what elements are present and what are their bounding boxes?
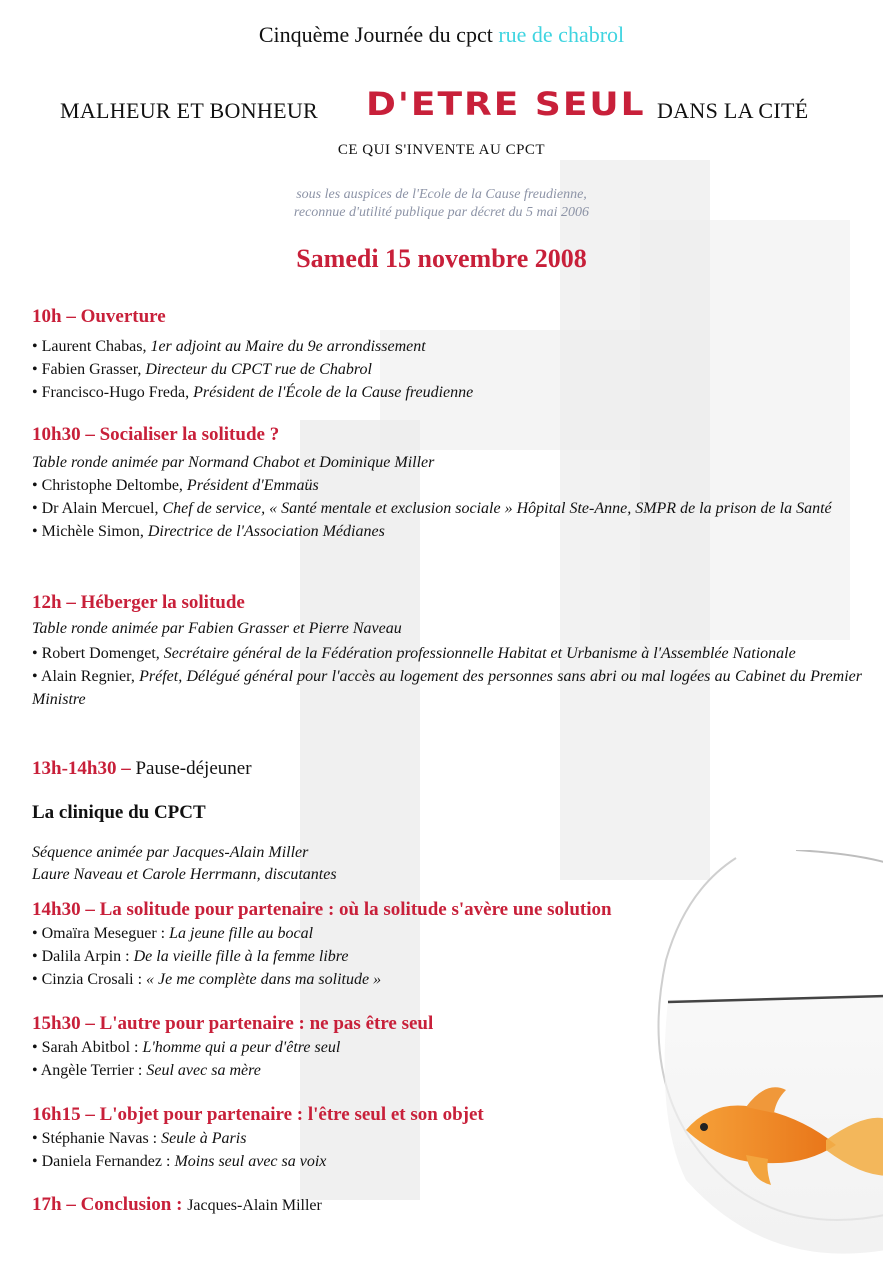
speaker-name: • Daniela Fernandez :	[32, 1153, 175, 1170]
speaker-role: Directeur du CPCT rue de Chabrol	[145, 361, 372, 378]
section-heading: 15h30 – L'autre pour partenaire : ne pas être seul	[32, 1013, 434, 1034]
speaker-role: De la vieille fille à la femme libre	[133, 948, 349, 965]
section-intro: Table ronde animée par Fabien Grasser et Pierre Naveau	[32, 620, 402, 637]
journee-accent: rue de chabrol	[498, 22, 625, 47]
speaker-name: • Alain Regnier,	[32, 668, 140, 685]
speaker-name: • Laurent Chabas,	[32, 338, 151, 355]
auspices-line-2: reconnue d'utilité publique par décret du 5 mai 2006	[293, 205, 590, 220]
speaker-name: • Stéphanie Navas :	[32, 1130, 162, 1147]
goldfish-bowl-illustration	[646, 850, 883, 1270]
section-heading: 16h15 – L'objet pour partenaire : l'être seul et son objet	[32, 1104, 484, 1125]
speaker-name: • Robert Domenget,	[32, 645, 164, 662]
section-socialiser	[32, 423, 862, 543]
pause-dejeuner	[32, 758, 252, 780]
speaker-role: Seul avec sa mère	[146, 1062, 261, 1079]
speaker-line	[32, 474, 862, 497]
speaker-line	[32, 335, 862, 358]
auspices	[0, 186, 883, 222]
subtitle: CE QUI S'INVENTE AU CPCT	[337, 142, 546, 158]
section-heading: 10h30 – Socialiser la solitude ?	[32, 424, 280, 445]
speaker-line	[32, 381, 862, 404]
clinique-title: La clinique du CPCT	[32, 802, 206, 823]
sequence-line-1: Séquence animée par Jacques-Alain Miller	[32, 844, 309, 861]
speaker-name: • Christophe Deltombe,	[32, 477, 187, 494]
speaker-name: • Michèle Simon,	[32, 523, 148, 540]
speaker-role: L'homme qui a peur d'être seul	[142, 1039, 341, 1056]
conclusion-speaker: Jacques-Alain Miller	[187, 1197, 322, 1214]
section-intro: Table ronde animée par Normand Chabot et Dominique Miller	[32, 454, 435, 471]
section-ouverture	[32, 305, 862, 404]
speaker-name: • Fabien Grasser,	[32, 361, 146, 378]
section-heberger	[32, 591, 862, 711]
speaker-name: • Dalila Arpin :	[32, 948, 134, 965]
speaker-name: • Omaïra Meseguer :	[32, 925, 170, 942]
speaker-role: Secrétaire général de la Fédération professionnelle Habitat et Urbanisme à l'Assemblée Nationale	[163, 645, 796, 662]
title-right: DANS LA CITÉ	[657, 98, 809, 123]
speaker-role: Président d'Emmaüs	[186, 477, 319, 494]
event-date: Samedi 15 novembre 2008	[296, 244, 587, 273]
section-heading: 10h – Ouverture	[32, 306, 166, 327]
speaker-role: Préfet, Délégué général pour l'accès au logement des personnes sans abri ou mal logées au Cabinet du Premier Ministre	[32, 668, 862, 708]
auspices-line-1: sous les auspices de l'Ecole de la Cause freudienne,	[296, 187, 587, 202]
section-heading: 14h30 – La solitude pour partenaire : où la solitude s'avère une solution	[32, 899, 612, 920]
speaker-line	[32, 642, 862, 665]
journee-prefix: Cinquème Journée du cpct	[258, 22, 499, 47]
speaker-role: La jeune fille au bocal	[169, 925, 314, 942]
pause-label: Pause-déjeuner	[135, 758, 252, 779]
speaker-line	[32, 358, 862, 381]
speaker-name: • Angèle Terrier :	[32, 1062, 147, 1079]
main-title	[0, 84, 883, 134]
speaker-role: Président de l'École de la Cause freudienne	[193, 384, 474, 401]
speaker-role: Seule à Paris	[161, 1130, 247, 1147]
speaker-role: Moins seul avec sa voix	[174, 1153, 327, 1170]
conclusion-label: 17h – Conclusion :	[32, 1194, 188, 1215]
section-heading: 12h – Héberger la solitude	[32, 592, 245, 613]
speaker-name: • Sarah Abitbol :	[32, 1039, 143, 1056]
journee-line	[0, 22, 883, 48]
speaker-name: • Cinzia Crosali :	[32, 971, 147, 988]
speaker-role: « Je me complète dans ma solitude »	[146, 971, 382, 988]
speaker-line	[32, 665, 862, 711]
pause-time: 13h-14h30 –	[32, 758, 136, 779]
speaker-role: Chef de service, « Santé mentale et exclusion sociale » Hôpital Ste-Anne, SMPR de la prison de la Santé	[162, 500, 832, 517]
speaker-role: Directrice de l'Association Médianes	[147, 523, 385, 540]
sequence-line-2: Laure Naveau et Carole Herrmann, discutantes	[32, 866, 337, 883]
speaker-name: • Francisco-Hugo Freda,	[32, 384, 194, 401]
speaker-name: • Dr Alain Mercuel,	[32, 500, 163, 517]
speaker-line	[32, 497, 862, 520]
speaker-line	[32, 520, 862, 543]
title-center-stencil: D'ETRE SEUL	[366, 86, 646, 123]
speaker-role: 1er adjoint au Maire du 9e arrondissement	[150, 338, 426, 355]
title-left: MALHEUR ET BONHEUR	[60, 98, 318, 123]
clinique-sequence	[32, 842, 337, 886]
